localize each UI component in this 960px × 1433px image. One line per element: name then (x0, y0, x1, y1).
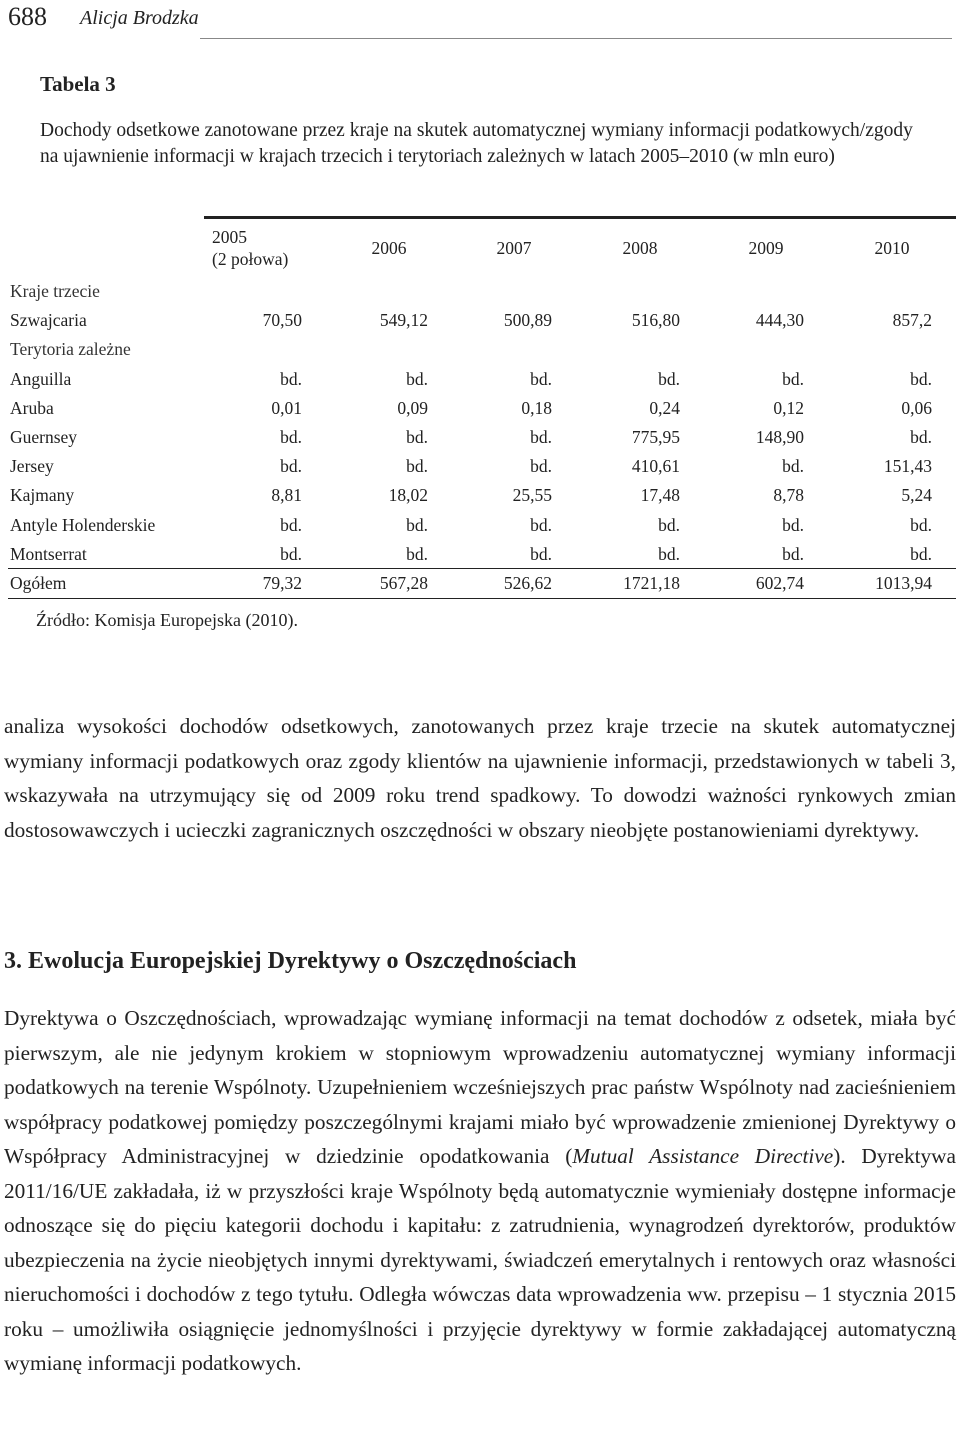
cell-value: bd. (280, 456, 302, 477)
cell-value: 857,2 (892, 310, 932, 331)
total-row (8, 569, 956, 598)
total-label: Ogółem (8, 569, 204, 598)
cell-value: bd. (280, 427, 302, 448)
cell-value: 500,89 (503, 310, 552, 331)
table-caption: Dochody odsetkowe zanotowane przez kraje na skutek automatycznej wymiany informacji podatkowych/zgody na ujawnienie informacji w krajach trzecich i terytoriach zależnych w latach 2005–2010 (w mln euro) (40, 120, 913, 167)
cell-value: 18,02 (388, 485, 428, 506)
page-number: 688 (8, 2, 47, 31)
cell-value: bd. (910, 427, 932, 448)
header-year-2007: 2007 (452, 218, 576, 278)
total-value: 602,74 (704, 569, 828, 598)
header-year-2008: 2008 (576, 218, 704, 278)
body-paragraph-2 (4, 1001, 956, 1381)
cell-value: bd. (406, 368, 428, 389)
cell-value: 151,43 (883, 456, 932, 477)
cell-value: bd. (530, 368, 552, 389)
table-source: Źródło: Komisja Europejska (2010). (36, 610, 298, 630)
directive-name-italic: Mutual Assistance Directive (572, 1144, 834, 1169)
cell-value: 25,55 (512, 485, 552, 506)
cell-value: bd. (406, 514, 428, 535)
cell-value: 775,95 (631, 427, 680, 448)
cell-value: 410,61 (631, 456, 680, 477)
header-year-2009: 2009 (704, 218, 828, 278)
cell-value: bd. (406, 427, 428, 448)
row-name: Antyle Holenderskie (10, 514, 156, 535)
cell-value: bd. (910, 514, 932, 535)
section-label: Terytoria zależne (10, 339, 131, 360)
cell-value: 444,30 (755, 310, 804, 331)
total-value: 79,32 (204, 569, 326, 598)
header-year-2005 (204, 218, 326, 278)
row-name: Aruba (10, 397, 54, 418)
row-name: Jersey (10, 456, 54, 477)
cell-value: bd. (280, 543, 302, 564)
cell-value: bd. (658, 368, 680, 389)
table-row (8, 481, 956, 510)
table-row (8, 365, 956, 394)
total-value: 1721,18 (576, 569, 704, 598)
cell-value: 0,18 (521, 397, 552, 418)
cell-value: bd. (530, 456, 552, 477)
total-value: 526,62 (452, 569, 576, 598)
total-value: 567,28 (326, 569, 452, 598)
cell-value: bd. (530, 514, 552, 535)
cell-value: 516,80 (631, 310, 680, 331)
paragraph-text: ). Dyrektywa 2011/16/UE zakładała, iż w przyszłości kraje Wspólnoty będą automatycznie wymieniały dostępne informacje odnoszące się do pięciu kategorii dochodu i kapitału: z zatrudnienia, wynagrodzeń dyrektorów, produktów ubezpieczenia na życie nieobjętych innymi dyrektywami, świadczeń emerytalnych i rentowych oraz własności nieruchomości i dochodów z tego tytułu. Odległa wówczas data wprowadzenia ww. przepisu – 1 stycznia 2015 roku – umożliwiła osiągnięcie jednomyślności i przyjęcie dyrektywy w formie zakładającej automatyczną wymianę informacji podatkowych. (4, 1144, 956, 1376)
row-name: Montserrat (10, 543, 87, 564)
cell-value: bd. (782, 456, 804, 477)
table-row (8, 394, 956, 423)
cell-value: 0,24 (649, 397, 680, 418)
cell-value: 8,78 (773, 485, 804, 506)
section-row (8, 277, 956, 306)
header-blank-cell (8, 218, 204, 278)
paragraph-text: Dyrektywa o Oszczędnościach, wprowadzając wymianę informacji na temat dochodów z odsetek, miała być pierwszym, ale nie jedynym krokiem w stopniowym wprowadzeniu automatycznej wymiany informacji podatkowych na terenie Wspólnoty. Uzupełnieniem wcześniejszych prac państw Wspólnoty nad zacieśnieniem współpracy podatkowej pomiędzy poszczególnymi krajami miało być wprowadzenie zmienionej Dyrektywy o Współpracy Administracyjnej w dziedzinie opodatkowania ( (4, 1006, 956, 1169)
cell-value: 70,50 (262, 310, 302, 331)
running-head-author: Alicja Brodzka (80, 7, 199, 29)
table-row (8, 306, 956, 335)
cell-value: 0,09 (397, 397, 428, 418)
row-name: Kajmany (10, 485, 75, 506)
row-name: Szwajcaria (10, 310, 87, 331)
header-year-2010: 2010 (828, 218, 956, 278)
table-row (8, 452, 956, 481)
header-year-label: 2005 (212, 227, 247, 247)
table-row (8, 511, 956, 540)
cell-value: bd. (530, 543, 552, 564)
table-label: Tabela 3 (40, 72, 116, 96)
cell-value: bd. (280, 514, 302, 535)
cell-value: 5,24 (901, 485, 932, 506)
cell-value: bd. (910, 368, 932, 389)
row-name: Guernsey (10, 427, 78, 448)
section-label: Kraje trzecie (10, 281, 100, 302)
cell-value: bd. (280, 368, 302, 389)
cell-value: 0,01 (271, 397, 302, 418)
section-heading: 3. Ewolucja Europejskiej Dyrektywy o Oszczędnościach (4, 947, 577, 974)
total-value: 1013,94 (828, 569, 956, 598)
cell-value: bd. (910, 543, 932, 564)
income-table (8, 216, 956, 599)
table-row (8, 540, 956, 569)
cell-value: bd. (782, 514, 804, 535)
cell-value: 148,90 (755, 427, 804, 448)
header-year-2006: 2006 (326, 218, 452, 278)
cell-value: 8,81 (271, 485, 302, 506)
cell-value: 549,12 (379, 310, 428, 331)
cell-value: 17,48 (640, 485, 680, 506)
cell-value: bd. (782, 543, 804, 564)
page-header (4, 0, 956, 40)
cell-value: bd. (658, 514, 680, 535)
cell-value: 0,12 (773, 397, 804, 418)
row-name: Anguilla (10, 368, 72, 389)
table-row (8, 423, 956, 452)
cell-value: bd. (406, 456, 428, 477)
cell-value: bd. (782, 368, 804, 389)
cell-value: bd. (658, 543, 680, 564)
section-row (8, 335, 956, 364)
cell-value: bd. (406, 543, 428, 564)
table-header-row (8, 218, 956, 278)
cell-value: bd. (530, 427, 552, 448)
cell-value: 0,06 (901, 397, 932, 418)
header-rule (200, 38, 952, 39)
header-year-note: (2 połowa) (212, 249, 289, 269)
body-paragraph-1: analiza wysokości dochodów odsetkowych, zanotowanych przez kraje trzecie na skutek automatycznej wymiany informacji podatkowych oraz zgody klientów na ujawnienie informacji, przedstawionych w tabeli 3, wskazywała na utrzymujący się od 2009 roku trend spadkowy. To dowodzi ważności rynkowych zmian dostosowawczych i ucieczki zagranicznych oszczędności w obszary nieobjęte postanowieniami dyrektywy. (4, 714, 956, 842)
